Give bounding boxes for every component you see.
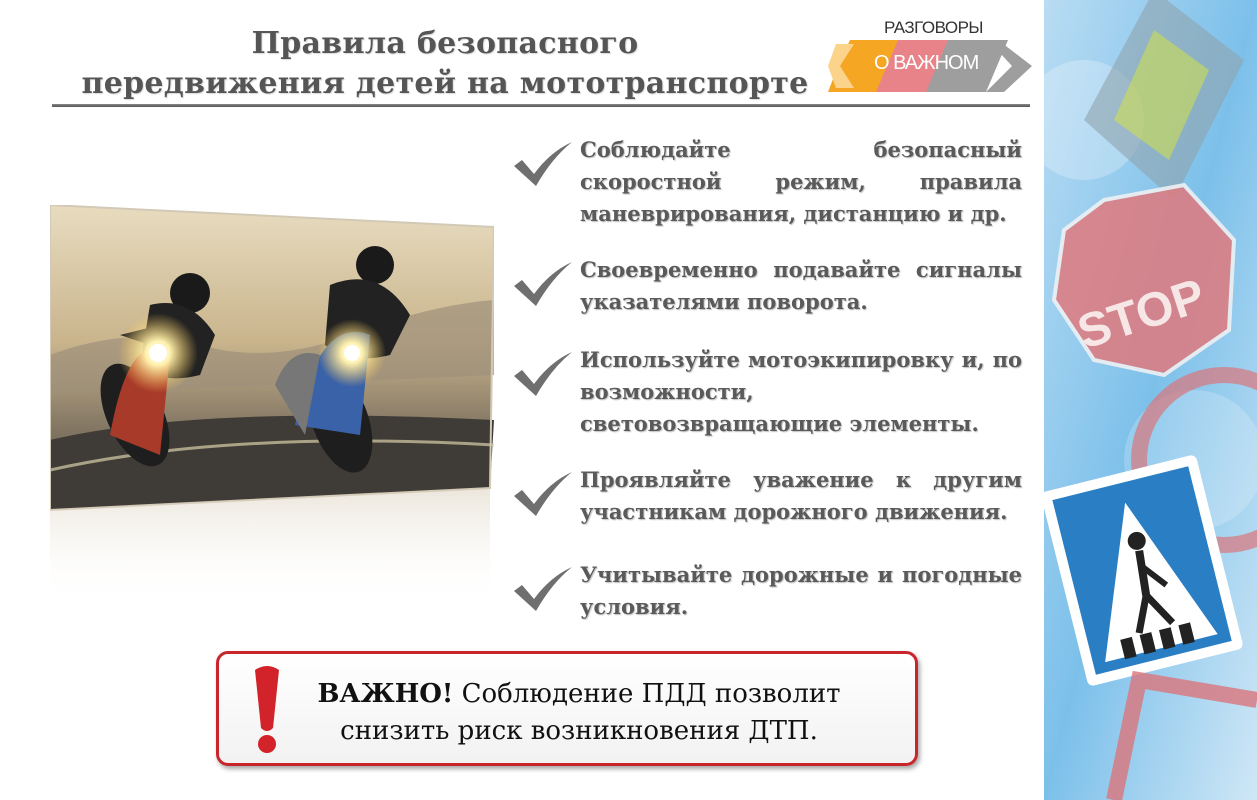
logo-bottom-text: О ВАЖНОМ: [874, 52, 979, 74]
check-icon: [510, 140, 574, 188]
title-line-2: передвижения детей на мототранспорте: [81, 66, 809, 101]
exclamation-icon: [249, 664, 285, 756]
rule-text: Проявляйте уважение к другим участникам дорожного движения.: [580, 467, 1022, 524]
rule-text: Используйте мотоэкипировку и, по возможности, световозвращающие элементы.: [580, 347, 1022, 436]
check-icon: [510, 350, 574, 398]
important-line2: снизить риск возникновения ДТП.: [340, 716, 818, 746]
page-title: [60, 24, 830, 104]
motorcycle-photo: [50, 205, 494, 605]
check-icon: [510, 260, 574, 308]
title-line-1: Правила безопасного: [251, 26, 639, 61]
razgovory-logo: [828, 14, 1034, 96]
title-divider: [52, 104, 1030, 107]
logo-top-text: РАЗГОВОРЫ: [884, 18, 983, 37]
rule-text: Своевременно подавайте сигналы указателями поворота.: [580, 257, 1022, 314]
motorcycle-image: [50, 205, 494, 605]
check-icon: [510, 565, 574, 613]
important-line1: Соблюдение ПДД позволит: [453, 679, 841, 709]
rule-text: Соблюдайте безопасный скоростной режим, правила маневрирования, дистанцию и др.: [580, 137, 1022, 226]
important-notice: [216, 651, 918, 766]
stop-sign-text: STOP: [1071, 269, 1212, 360]
road-signs-decoration: [1044, 0, 1257, 800]
important-message: [299, 676, 859, 750]
important-label: ВАЖНО!: [317, 679, 454, 709]
check-icon: [510, 470, 574, 518]
rule-text: Учитывайте дорожные и погодные условия.: [580, 562, 1022, 619]
